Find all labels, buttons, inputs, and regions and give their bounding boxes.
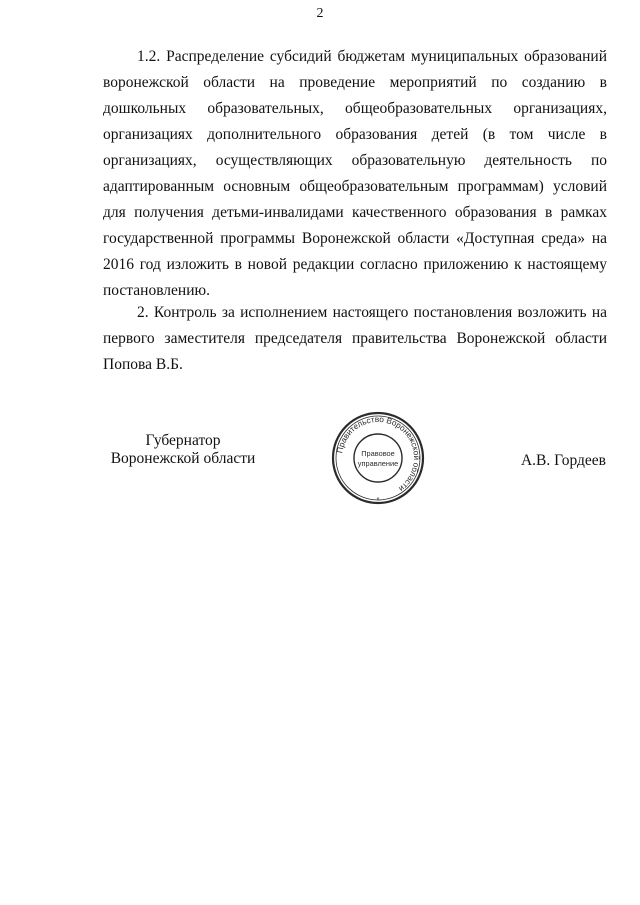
paragraph-2: 2. Контроль за исполнением настоящего постановления возложить на первого заместителя председателя правительства Воронежской области Попова В.Б. bbox=[103, 304, 607, 373]
signer-name: А.В. Гордеев bbox=[520, 452, 606, 469]
stamp-outer-textpath: Правительство Воронежской области bbox=[335, 414, 422, 494]
official-stamp bbox=[330, 410, 426, 506]
signer-title bbox=[103, 432, 263, 468]
signer-title-line-2: Воронежской области bbox=[110, 450, 256, 467]
stamp-center-ring bbox=[354, 434, 402, 482]
stamp-inner-line-1: Правовое bbox=[361, 449, 395, 458]
stamp-star-icon: * bbox=[376, 497, 380, 504]
page-number: 2 bbox=[316, 6, 324, 21]
signer-title-line-1: Губернатор bbox=[145, 432, 221, 449]
paragraph-1: 1.2. Распределение субсидий бюджетам муниципальных образований воронежской области на проведение мероприятий по созданию в дошкольных образовательных, общеобразовательных организациях, организациях дополнительного образования детей (в том числе в организациях, осуществляющих образовательную деятельность по адаптированным основным общеобразовательным программам) условий для получения детьми-инвалидами качественного образования в рамках государственной программы Воронежской области «Доступная среда» на 2016 год изложить в новой редакции согласно приложению к настоящему постановлению. bbox=[103, 48, 607, 299]
signature-block bbox=[0, 414, 640, 512]
stamp-outer-ring bbox=[333, 413, 423, 503]
stamp-inner-line-2: управление bbox=[357, 459, 399, 468]
